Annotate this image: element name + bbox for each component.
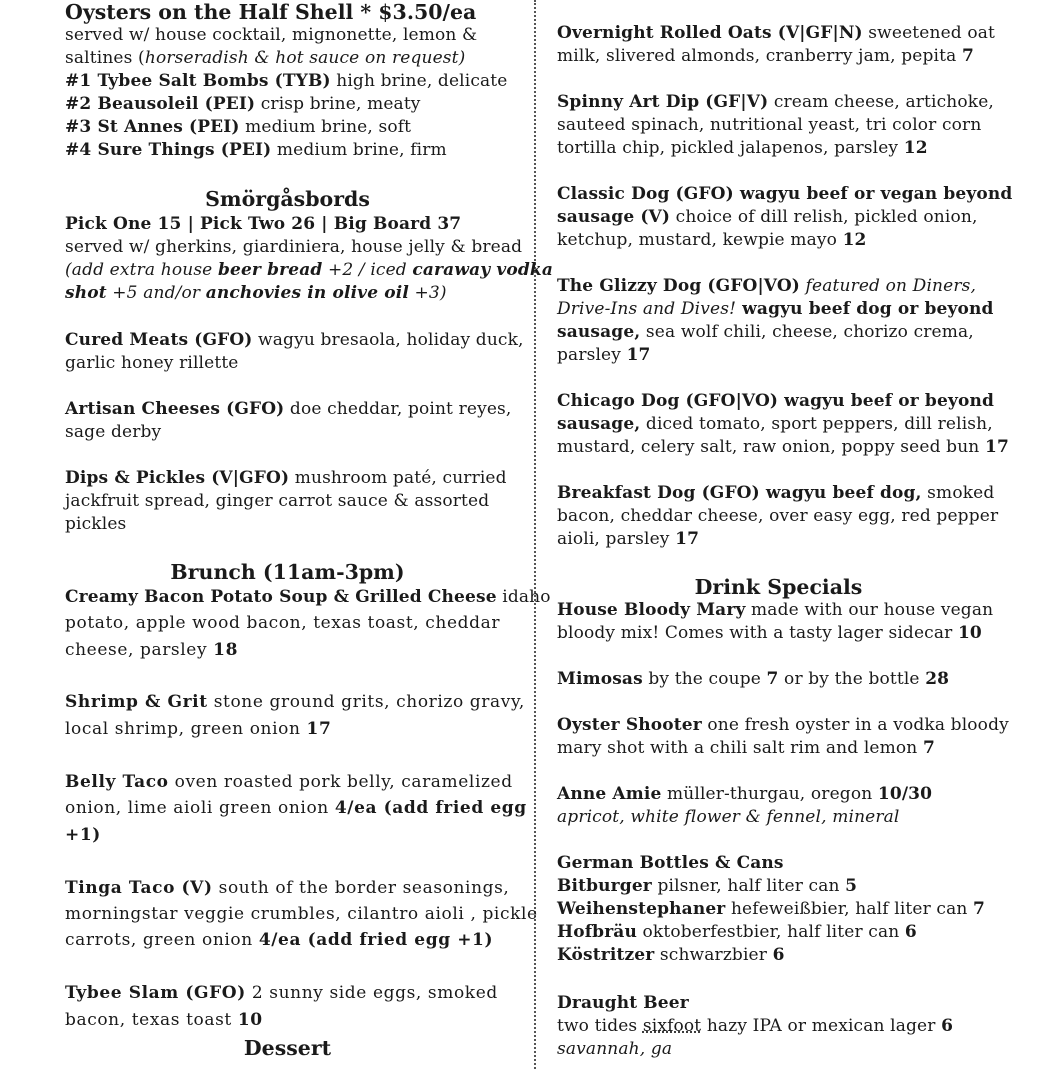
oyster-shooter-line-1: Oyster Shooter one fresh oyster in a vodka bloody	[557, 715, 1009, 735]
anne-amie-notes: apricot, white flower & fennel, mineral	[557, 807, 900, 827]
german-item-1: Bitburger pilsner, half liter can 5	[557, 876, 858, 896]
tybee-slam-line-1: Tybee Slam (GFO) 2 sunny side eggs, smoked	[65, 983, 498, 1003]
mimosas-line: Mimosas by the coupe 7 or by the bottle 28	[557, 669, 950, 689]
dips-pickles-line-1: Dips & Pickles (V|GFO) mushroom paté, curried	[65, 468, 507, 488]
cured-meats-line-2: garlic honey rillette	[65, 353, 239, 373]
classic-dog-line-3: ketchup, mustard, kewpie mayo 12	[557, 230, 867, 250]
belly-taco-line-3: +1)	[65, 825, 101, 845]
brunch-title: Brunch (11am-3pm)	[170, 560, 405, 584]
dessert-title: Dessert	[243, 1036, 332, 1060]
shrimp-grit-line-2: local shrimp, green onion 17	[65, 719, 332, 739]
oats-line-2: milk, slivered almonds, cranberry jam, pepita 7	[557, 46, 974, 66]
classic-dog-line-1: Classic Dog (GFO) wagyu beef or vegan beyond	[557, 184, 1013, 204]
smorgasbords-pick: Pick One 15 | Pick Two 26 | Big Board 37	[65, 214, 462, 234]
oysters-desc-2: saltines (horseradish & hot sauce on request)	[65, 48, 466, 68]
belly-taco-line-1: Belly Taco oven roasted pork belly, caramelized	[65, 772, 513, 792]
tinga-taco-line-2: morningstar veggie crumbles, cilantro aioli , pickle	[65, 904, 538, 924]
artisan-cheeses-line-2: sage derby	[65, 422, 162, 442]
dip-line-2: sauteed spinach, nutritional yeast, tri color corn	[557, 115, 982, 135]
draught-title: Draught Beer	[557, 993, 689, 1013]
smorgasbords-add-2: shot +5 and/or anchovies in olive oil +3)	[65, 283, 447, 303]
soup-line-3: cheese, parsley 18	[65, 640, 239, 660]
german-item-2: Weihenstephaner hefeweißbier, half liter can 7	[557, 899, 986, 919]
dip-line-3: tortilla chip, pickled jalapenos, parsley 12	[557, 138, 928, 158]
belly-taco-line-2: onion, lime aioli green onion 4/ea (add fried egg	[65, 798, 527, 818]
smorgasbords-title: Smörgåsbords	[205, 187, 370, 211]
breakfast-dog-line-3: aioli, parsley 17	[557, 529, 700, 549]
dip-line-1: Spinny Art Dip (GF|V) cream cheese, artichoke,	[557, 92, 994, 112]
oyster-item-1: #1 Tybee Salt Bombs (TYB) high brine, delicate	[65, 71, 508, 91]
oyster-shooter-line-2: mary shot with a chili salt rim and lemon 7	[557, 738, 935, 758]
cured-meats-line-1: Cured Meats (GFO) wagyu bresaola, holiday duck,	[65, 330, 524, 350]
classic-dog-line-2: sausage (V) choice of dill relish, pickled onion,	[557, 207, 978, 227]
smorgasbords-served: served w/ gherkins, giardiniera, house jelly & bread	[65, 237, 523, 257]
dips-pickles-line-2: jackfruit spread, ginger carrot sauce & assorted	[65, 491, 490, 511]
artisan-cheeses-line-1: Artisan Cheeses (GFO) doe cheddar, point reyes,	[65, 399, 512, 419]
chicago-dog-line-1: Chicago Dog (GFO|VO) wagyu beef or beyond	[557, 391, 995, 411]
oyster-item-3: #3 St Annes (PEI) medium brine, soft	[65, 117, 412, 137]
anne-amie-line-1: Anne Amie müller-thurgau, oregon 10/30	[557, 784, 933, 804]
glizzy-dog-line-3: sausage, sea wolf chili, cheese, chorizo crema,	[557, 322, 974, 342]
glizzy-dog-line-1: The Glizzy Dog (GFO|VO) featured on Diners,	[557, 276, 977, 296]
tinga-taco-line-1: Tinga Taco (V) south of the border seasonings,	[65, 878, 510, 898]
tinga-taco-line-3: carrots, green onion 4/ea (add fried egg +1)	[65, 930, 494, 950]
breakfast-dog-line-2: bacon, cheddar cheese, over easy egg, red pepper	[557, 506, 999, 526]
german-item-4: Köstritzer schwarzbier 6	[557, 945, 785, 965]
smorgasbords-add-1: (add extra house beer bread +2 / iced caraway vodka	[65, 260, 554, 280]
soup-line-2: potato, apple wood bacon, texas toast, cheddar	[65, 613, 501, 633]
german-item-3: Hofbräu oktoberfestbier, half liter can 6	[557, 922, 917, 942]
oysters-desc-1: served w/ house cocktail, mignonette, lemon &	[65, 25, 478, 45]
oysters-title: Oysters on the Half Shell * $3.50/ea	[65, 0, 477, 24]
bloody-mary-line-1: House Bloody Mary made with our house vegan	[557, 600, 994, 620]
shrimp-grit-line-1: Shrimp & Grit stone ground grits, chorizo gravy,	[65, 692, 525, 712]
chicago-dog-line-3: mustard, celery salt, raw onion, poppy seed bun 17	[557, 437, 1009, 457]
tybee-slam-line-2: bacon, texas toast 10	[65, 1010, 263, 1030]
breakfast-dog-line-1: Breakfast Dog (GFO) wagyu beef dog, smoked	[557, 483, 995, 503]
bloody-mary-line-2: bloody mix! Comes with a tasty lager sidecar 10	[557, 623, 982, 643]
drink-specials-title: Drink Specials	[694, 575, 863, 599]
oats-line-1: Overnight Rolled Oats (V|GF|N) sweetened oat	[557, 23, 996, 43]
oyster-item-2: #2 Beausoleil (PEI) crisp brine, meaty	[65, 94, 421, 114]
dips-pickles-line-3: pickles	[65, 514, 127, 534]
chicago-dog-line-2: sausage, diced tomato, sport peppers, dill relish,	[557, 414, 993, 434]
glizzy-dog-line-2: Drive-Ins and Dives! wagyu beef dog or beyond	[557, 299, 994, 319]
glizzy-dog-line-4: parsley 17	[557, 345, 651, 365]
german-title: German Bottles & Cans	[557, 853, 784, 873]
oyster-item-4: #4 Sure Things (PEI) medium brine, firm	[65, 140, 447, 160]
draught-line-1: two tides sixfoot hazy IPA or mexican lager 6	[557, 1016, 954, 1036]
soup-line-1: Creamy Bacon Potato Soup & Grilled Cheese idaho	[65, 587, 551, 607]
draught-location: savannah, ga	[557, 1039, 673, 1059]
